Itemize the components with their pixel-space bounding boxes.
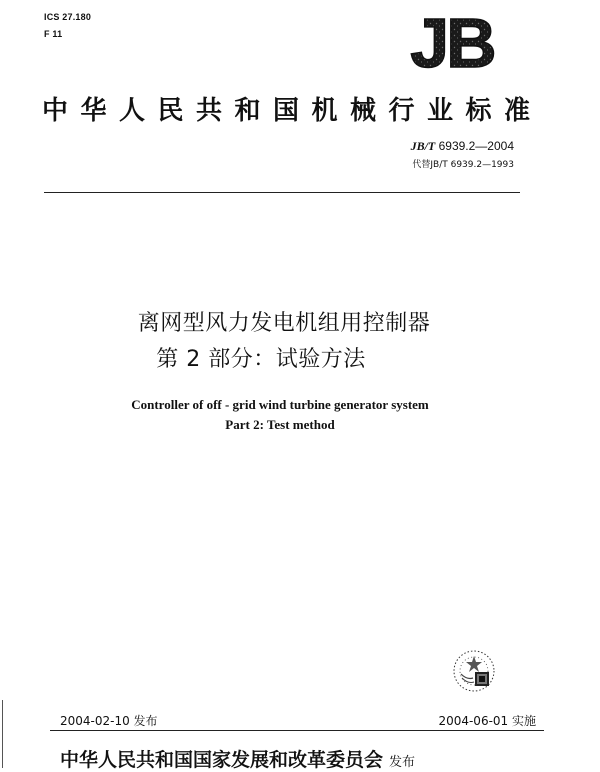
standard-number — [411, 139, 514, 154]
standard-number-value: 6939.2—2004 — [438, 139, 514, 153]
jb-logo — [393, 10, 511, 72]
issue-date: 2004-02-10 发布 — [60, 714, 158, 728]
implementation-date: 2004-06-01 实施 — [438, 714, 536, 728]
title-english-line-1: Controller of off - grid wind turbine generator system — [131, 397, 429, 412]
replaces-standard: 代替JB/T 6939.2—1993 — [412, 160, 514, 170]
scan-edge-mark — [2, 700, 3, 768]
industry-standard-title: 中华人民共和国机械行业标准 — [42, 96, 543, 126]
issuing-authority-name: 中华人民共和国国家发展和改革委员会 — [60, 749, 384, 771]
standard-number-prefix: JB/T — [410, 139, 436, 153]
jb-logo-text: JB — [410, 10, 494, 72]
header-divider — [44, 192, 520, 193]
issuing-authority — [60, 745, 415, 772]
footer-divider — [50, 730, 544, 731]
classification-code: F 11 — [44, 29, 63, 39]
issuing-authority-suffix: 发布 — [389, 755, 416, 770]
official-seal-icon — [451, 648, 497, 694]
title-chinese-line-2: 第 2 部分：试验方法 — [156, 347, 366, 372]
ics-code: ICS 27.180 — [44, 12, 92, 22]
title-english-line-2: Part 2: Test method — [225, 417, 335, 432]
title-chinese-line-1: 离网型风力发电机组用控制器 — [137, 311, 431, 336]
